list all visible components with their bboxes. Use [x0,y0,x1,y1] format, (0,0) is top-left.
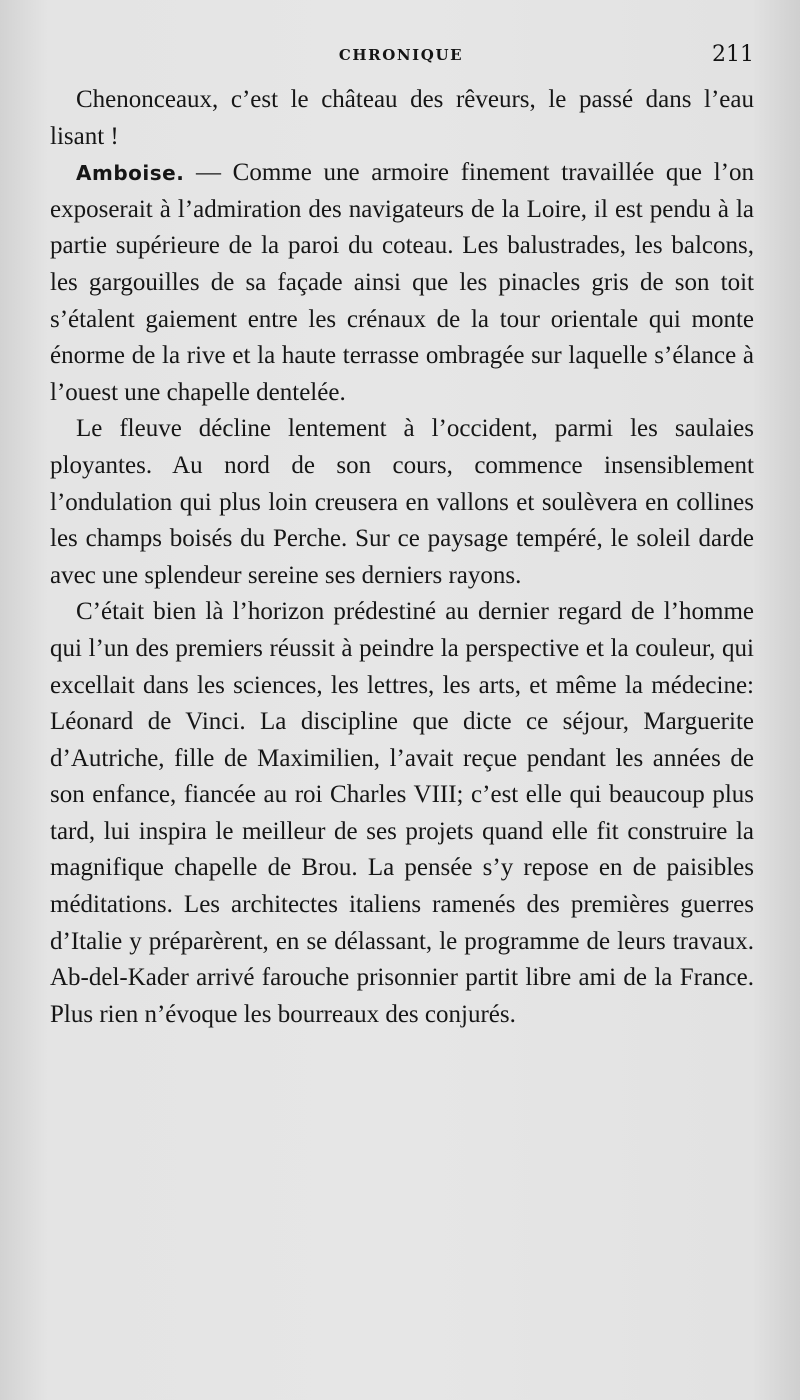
running-head-title: CHRONIQUE [338,46,464,64]
running-head [48,42,754,76]
paragraph-amboise [50,155,754,411]
paragraph-text: C’était bien là l’horizon prédestiné au dernier regard de l’homme qui l’un des premiers réussit à peindre la perspective et la couleur, qui excellait dans les sciences, les lettres, les arts, et même la médecine: Léonard de Vinci. La discipline que dicte ce séjour, Marguerite d’Autriche, fille de Maximilien, l’avait reçue pendant les années de son enfance, fiancée au roi Charles VIII; c’est elle qui beaucoup plus tard, lui inspira le meilleur de ses projets quand elle fit construire la magnifique chapelle de Brou. La pensée s’y repose en de paisibles méditations. Les architectes italiens ramenés des premières guerres d’Italie y préparèrent, en se délassant, le programme de leurs travaux. Ab-del-Kader arrivé farouche prisonnier partit libre ami de la France. Plus rien n’évoque les bourreaux des conjurés. [50,598,754,1028]
paragraph-lead-amboise: Amboise. [76,161,185,186]
paragraph-fleuve [50,411,754,594]
paragraph-text: Chenonceaux, c’est le château des rêveurs, le passé dans l’eau lisant ! [50,86,754,150]
paragraph-text: Le fleuve décline lentement à l’occident, parmi les saulaies ployantes. Au nord de son cours, commence insensiblement l’ondulation qui plus loin creusera en vallons et soulèvera en collines les champs boisés du Perche. Sur ce paysage tempéré, le soleil darde avec une splendeur sereine ses derniers rayons. [50,415,754,589]
paragraph-horizon [50,594,754,1033]
page-number: 211 [712,42,754,67]
body-text [50,82,754,1033]
paragraph-text: — Comme une armoire finement travaillée que l’on exposerait à l’admiration des navigateurs de la Loire, il est pendu à la partie supérieure de la paroi du coteau. Les balustrades, les balcons, les gargouilles de sa façade ainsi que les pinacles gris de son toit s’étalent gaiement entre les crénaux de la tour orientale qui monte énorme de la rive et la haute terrasse ombragée sur laquelle s’élance à l’ouest une chapelle dentelée. [50,159,754,406]
paragraph-chenonceaux [50,82,754,155]
